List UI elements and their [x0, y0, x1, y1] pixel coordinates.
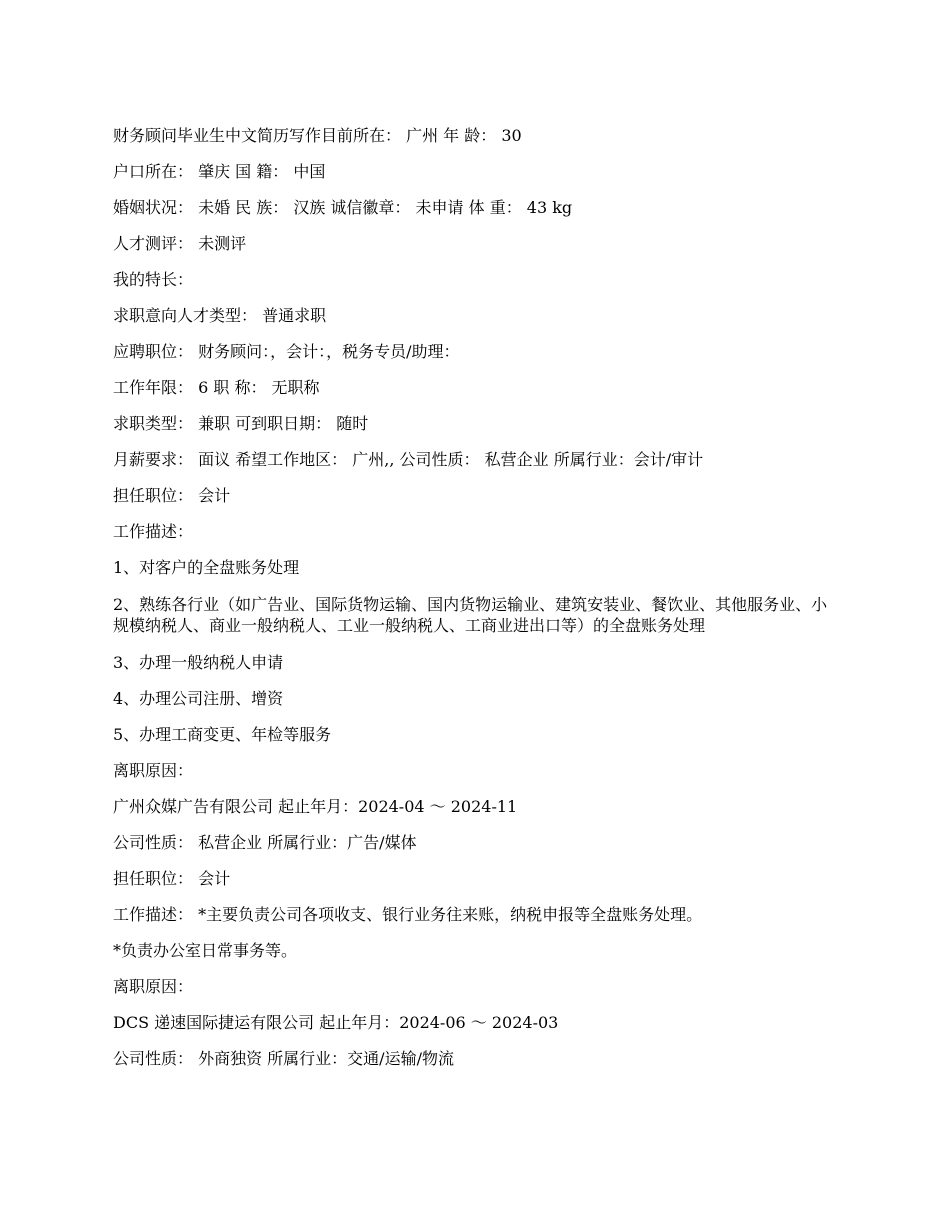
resume-line-duty-3: 3、办理一般纳税人申请: [113, 653, 284, 672]
resume-line-location-age: 财务顾问毕业生中文简历写作目前所在： 广州 年 龄： 30: [113, 126, 522, 145]
resume-line-work-years-title: 工作年限： 6 职 称： 无职称: [113, 378, 320, 397]
resume-line-position-1: 担任职位： 会计: [113, 486, 231, 505]
resume-line-leave-reason-2: 离职原因：: [113, 977, 194, 996]
resume-line-duty-1: 1、对客户的全盘账务处理: [113, 558, 300, 577]
document-body: [113, 126, 838, 1085]
resume-line-company-3-nature: 公司性质： 外商独资 所属行业：交通/运输/物流: [113, 1049, 454, 1068]
resume-line-hukou-nationality: 户口所在： 肇庆 国 籍： 中国: [113, 162, 326, 181]
resume-line-company-2-nature: 公司性质： 私营企业 所属行业：广告/媒体: [113, 833, 417, 852]
resume-line-job-description-heading-1: 工作描述：: [113, 522, 194, 541]
resume-line-talent-assessment: 人才测评： 未测评: [113, 234, 247, 253]
resume-line-position-2: 担任职位： 会计: [113, 869, 231, 888]
resume-line-company-3-period: DCS 递速国际捷运有限公司 起止年月：2024-06 ～ 2024-03: [113, 1013, 559, 1032]
resume-line-salary-region-industry: 月薪要求： 面议 希望工作地区： 广州,, 公司性质： 私营企业 所属行业：会计/审计: [113, 450, 704, 469]
resume-line-marital-ethnicity-weight: 婚姻状况： 未婚 民 族： 汉族 诚信徽章： 未申请 体 重： 43 kg: [113, 198, 573, 217]
resume-line-job-type-start-date: 求职类型： 兼职 可到职日期： 随时: [113, 414, 369, 433]
resume-line-duty-4: 4、办理公司注册、增资: [113, 689, 284, 708]
resume-line-talent-type: 求职意向人才类型： 普通求职: [113, 306, 327, 325]
resume-line-applied-positions: 应聘职位： 财务顾问：，会计：，税务专员/助理：: [113, 342, 460, 361]
resume-line-company-2-period: 广州众媒广告有限公司 起止年月：2024-04 ～ 2024-11: [113, 797, 518, 816]
resume-line-specialties: 我的特长：: [113, 270, 194, 289]
resume-line-leave-reason-1: 离职原因：: [113, 761, 194, 780]
resume-line-job-description-2: 工作描述： *主要负责公司各项收支、银行业务往来账，纳税申报等全盘账务处理。: [113, 905, 703, 924]
resume-line-duty-2: 2、熟练各行业（如广告业、国际货物运输、国内货物运输业、建筑安装业、餐饮业、其他服务业、小规模纳税人、商业一般纳税人、工业一般纳税人、工商业进出口等）的全盘账务处理: [113, 595, 828, 635]
resume-line-office-duty: *负责办公室日常事务等。: [113, 941, 298, 960]
resume-line-duty-5: 5、办理工商变更、年检等服务: [113, 725, 332, 744]
